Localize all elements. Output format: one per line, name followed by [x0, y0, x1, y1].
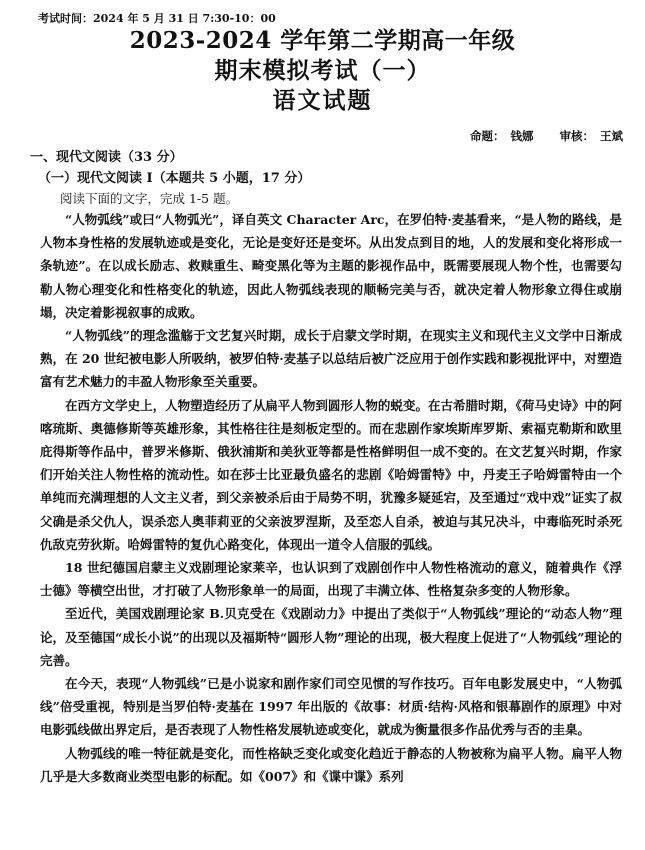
article-paragraph: 在西方文学史上，人物塑造经历了从扁平人物到圆形人物的蜕变。在古希腊时期，《荷马史诗》中的阿喀琉斯、奥德修斯等英雄形象，其性格往往是刻板定型的。而在悲剧作家埃斯库罗斯、索福克勒斯和欧里庇得斯等作品中，普罗米修斯、俄狄浦斯和美狄亚等都是性格鲜明但一成不变的。在文艺复兴时期，作家们开始关注人物性格的流动性。如在莎士比亚最负盛名的悲剧《哈姆雷特》中，丹麦王子哈姆雷特由一个单纯而充满理想的人文主义者，到父亲被杀后由于局势不明，犹豫多疑延宕，及至通过“戏中戏”证实了叔父确是杀父仇人，误杀恋人奥菲莉亚的父亲波罗涅斯，及至恋人自杀，被迫与其兄决斗，中毒临死时杀死仇敌克劳狄斯。哈姆雷特的复仇心路变化，体现出一道令人信服的弧线。 — [40, 397, 622, 552]
article-paragraph: 至近代，美国戏剧理论家 B.贝克受在《戏剧动力》中提出了类似于“人物弧线”理论的“动态人物”理论，及至德国“成长小说”的出现以及福斯特“圆形人物”理论的出现，极大程度上促进了“人物弧线”理论的完善。 — [40, 606, 622, 668]
article-paragraph: “人物弧线”或曰“人物弧光”，译自英文 Character Arc，在罗伯特·麦基看来，“是人物的路线，是人物本身性格的发展轨迹或是变化，无论是变好还是变坏。从出发点到目的地，人的发展和变化将形成一条轨迹”。在以成长励志、救赎重生、畸变黑化等为主题的影视作品中，既需要展现人物个性，也需要勾勒人物心理变化和性格变化的轨迹，因此人物弧线表现的顺畅完美与否，就决定着人物形象立得住或崩塌，决定着影视叙事的成败。 — [40, 212, 622, 320]
subsection-heading: （一）现代文阅读 I（本题共 5 小题，17 分） — [38, 171, 311, 186]
reviewer-label: 审核： — [559, 129, 594, 143]
reading-instruction: 阅读下面的文字，完成 1-5 题。 — [60, 191, 239, 206]
reviewer-name: 王斌 — [600, 129, 623, 143]
article-body — [40, 208, 622, 788]
article-paragraph: 人物弧线的唯一特征就是变化，而性格缺乏变化或变化趋近于静态的人物被称为扁平人物。扁平人物几乎是大多数商业类型电影的标配。如《007》和《谍中谍》系列 — [40, 745, 622, 784]
article-paragraph: 在今天，表现“人物弧线”已是小说家和剧作家们司空见惯的写作技巧。百年电影发展史中，“人物弧线”倍受重视，特别是当罗伯特·麦基在 1997 年出版的《故事：材质·结构·风格和银幕剧作的原理》中对电影弧线做出界定后，是否表现了人物性格发展轨迹或变化，就成为衡量很多作品优秀与否的圭臬。 — [40, 676, 622, 738]
authors-line — [464, 128, 623, 144]
title-block — [0, 26, 645, 116]
article-paragraph: “人物弧线”的理念滥觞于文艺复兴时期，成长于启蒙文学时期，在现实主义和现代主义文学中日渐成熟，在 20 世纪被电影人所吸纳，被罗伯特·麦基子以总结后被广泛应用于创作实践和影视批评中，对塑造富有艺术魅力的丰盈人物形象至关重要。 — [40, 328, 622, 390]
exam-time: 考试时间：2024 年 5 月 31 日 7:30-10：00 — [38, 12, 276, 25]
section-heading: 一、现代文阅读（33 分） — [30, 150, 183, 165]
exam-title-line2: 期末模拟考试（一） — [214, 57, 431, 84]
article-paragraph: 18 世纪德国启蒙主义戏剧理论家莱辛，也认识到了戏剧创作中人物性格流动的意义，随着典作《浮士德》等横空出世，才打破了人物形象单一的局面，出现了丰满立体、性格复杂多变的人物形象。 — [40, 560, 622, 599]
setter-label: 命题： — [470, 129, 505, 143]
exam-title-line3: 语文试题 — [272, 87, 373, 114]
setter-name: 钱娜 — [510, 129, 534, 143]
exam-title-line1: 2023-2024 学年第二学期高一年级 — [129, 27, 516, 54]
